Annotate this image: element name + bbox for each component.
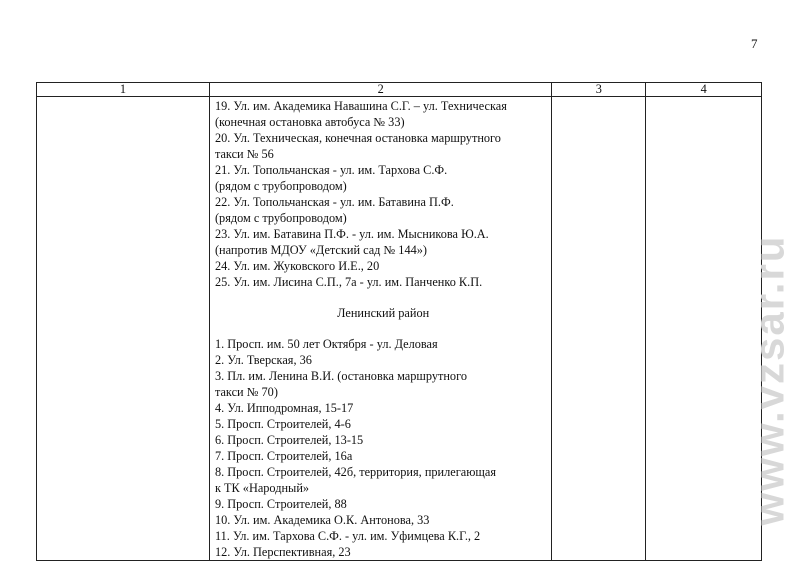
address-list-before	[215, 98, 551, 290]
address-line: 25. Ул. им. Лисина С.П., 7а - ул. им. Панченко К.П.	[214, 275, 483, 289]
watermark-text: www.vzsar.ru	[745, 234, 793, 526]
page-number: 7	[751, 36, 758, 51]
address-line: (рядом с трубопроводом)	[214, 211, 347, 225]
address-line: 5. Просп. Строителей, 4-6	[214, 417, 351, 431]
district-heading: Ленинский район	[337, 306, 430, 320]
address-line: 6. Просп. Строителей, 13-15	[214, 433, 364, 447]
address-line: такси № 56	[214, 147, 274, 161]
address-list-after	[215, 336, 551, 560]
table-row	[37, 97, 762, 561]
address-line: 22. Ул. Топольчанская - ул. им. Батавина П.Ф.	[214, 195, 454, 209]
address-line: 24. Ул. им. Жуковского И.Е., 20	[214, 259, 380, 273]
cell-column-3	[552, 97, 646, 561]
column-header-2: 2	[209, 83, 551, 97]
address-line: 19. Ул. им. Академика Навашина С.Г. – ул. Техническая	[214, 99, 507, 113]
address-line: 9. Просп. Строителей, 88	[214, 497, 347, 511]
address-line: 10. Ул. им. Академика О.К. Антонова, 33	[214, 513, 430, 527]
address-line: 3. Пл. им. Ленина В.И. (остановка маршрутного	[214, 369, 467, 383]
address-line: 11. Ул. им. Тархова С.Ф. - ул. им. Уфимцева К.Г., 2	[214, 529, 481, 543]
address-line: 7. Просп. Строителей, 16а	[214, 449, 353, 463]
address-line: к ТК «Народный»	[214, 481, 310, 495]
address-line: такси № 70)	[214, 385, 278, 399]
column-header-4: 4	[646, 83, 762, 97]
cell-column-1	[37, 97, 210, 561]
document-table	[36, 82, 762, 561]
address-list-cell	[209, 97, 551, 561]
address-line: (напротив МДОУ «Детский сад № 144»)	[214, 243, 427, 257]
address-line: 1. Просп. им. 50 лет Октября - ул. Деловая	[214, 337, 438, 351]
address-line: 21. Ул. Топольчанская - ул. им. Тархова С.Ф.	[214, 163, 448, 177]
address-line: (конечная остановка автобуса № 33)	[214, 115, 405, 129]
address-line: (рядом с трубопроводом)	[214, 179, 347, 193]
address-line: 12. Ул. Перспективная, 23	[214, 545, 351, 559]
address-line: 20. Ул. Техническая, конечная остановка маршрутного	[214, 131, 501, 145]
table-header-row	[37, 83, 762, 97]
address-line: 8. Просп. Строителей, 42б, территория, прилегающая	[214, 465, 496, 479]
column-header-3: 3	[552, 83, 646, 97]
address-line: 2. Ул. Тверская, 36	[214, 353, 312, 367]
column-header-1: 1	[37, 83, 210, 97]
watermark	[742, 205, 797, 555]
address-line: 23. Ул. им. Батавина П.Ф. - ул. им. Мысникова Ю.А.	[214, 227, 489, 241]
address-line: 4. Ул. Ипподромная, 15-17	[214, 401, 354, 415]
